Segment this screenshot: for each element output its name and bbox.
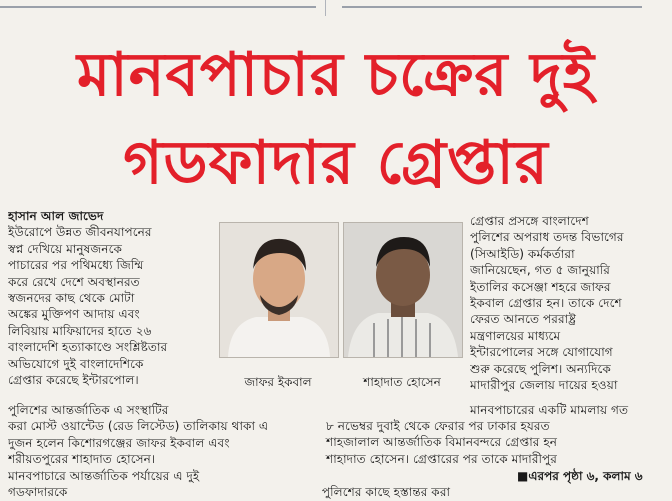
article-right-column (470, 213, 666, 393)
person-photo-icon (344, 223, 462, 357)
text-line: বাংলাদেশি হত্যাকাণ্ডে সংশ্লিষ্টতার (8, 340, 168, 355)
text-line: ৮ নভেম্বর দুবাই থেকে ফেরার পর ঢাকার হযরত (326, 419, 550, 433)
top-column-divider (325, 0, 326, 16)
text-line: স্বজনদের কাছ থেকে মোটা (8, 291, 135, 306)
text-line: লিবিয়ায় মাফিয়াদের হাতে ২৬ (8, 323, 152, 338)
text-line: শাহজালাল আন্তর্জাতিক বিমানবন্দরে গ্রেপ্তার হন (326, 435, 558, 450)
text-line: মাদারীপুর জেলায় দায়ের হওয়া (470, 378, 618, 393)
text-line: জানিয়েছেন, গত ৫ জানুয়ারি (470, 263, 610, 278)
top-rule-strip (0, 0, 672, 18)
article-left-column (8, 208, 208, 388)
text-line: পুলিশের অপরাধ তদন্ত বিভাগের (470, 230, 624, 245)
text-line: ইউরোপে উন্নত জীবনযাপনের (8, 225, 152, 240)
text-line: পুলিশের কাছে হস্তান্তর করা (321, 485, 451, 500)
article-right-column-cont (470, 402, 666, 418)
photo-caption: শাহাদাত হোসেন (363, 375, 441, 389)
text-line: মানবপাচারে আন্তর্জাতিক পর্যায়ের এ দুই গডফাদারকে (8, 469, 200, 500)
text-line: মানবপাচারের একটি মামলায় গত (470, 403, 629, 417)
portrait-photo-shahadat-hossain (343, 222, 463, 358)
top-rule-right (342, 6, 642, 8)
text-line: পুলিশের আন্তর্জাতিক এ সংস্থাটির (8, 403, 169, 417)
text-line: শরীয়তপুরের শাহাদাত হোসেন। (8, 452, 156, 467)
headline-line-2: গডফাদার গ্রেপ্তার (123, 128, 549, 198)
text-line: অঙ্কের মুক্তিপণ আদায় এবং (8, 307, 140, 322)
text-line: ইতালির কসেঞ্জা শহরে জাফর (470, 279, 611, 294)
text-line: পাচারের পর পথিমধ্যে জিম্মি (8, 258, 144, 273)
text-line: শুরু করেছে পুলিশ। অন্যদিকে (470, 361, 611, 376)
text-line: করে রেখে দেশে অবস্থানরত (8, 274, 140, 289)
article-tail-block (8, 468, 513, 501)
headline-line-1: মানবপাচার চক্রের দুই (76, 40, 595, 110)
text-line: গ্রেপ্তার করেছে ইন্টারপোল। (8, 373, 139, 388)
text-line: ইকবাল গ্রেপ্তার হন। তাকে দেশে (470, 296, 622, 311)
text-line: অভিযোগে দুই বাংলাদেশিকে (8, 356, 144, 371)
top-rule-left (0, 6, 316, 8)
text-line: ইন্টারপোলের সঙ্গে যোগাযোগ (470, 345, 613, 360)
text-line: করা মোস্ট ওয়ান্টেড (রেড লিস্টেড) তালিকায় থাকা এ (8, 419, 269, 434)
text-line: ফেরত আনতে পররাষ্ট্র (470, 312, 576, 327)
continuation-note: ■এরপর পৃষ্ঠা ৬, কলাম ৬ (517, 469, 643, 483)
byline: হাসান আল জাভেদ (8, 209, 104, 223)
article-right-wide-lines (326, 418, 666, 467)
person-photo-icon (220, 223, 338, 357)
photo-caption: জাফর ইকবাল (244, 375, 312, 389)
text-line: (সিআইডি) কর্মকর্তারা (470, 246, 575, 261)
article-bottom-block (8, 402, 666, 468)
text-line: মন্ত্রণালয়ের মাধ্যমে (470, 328, 561, 343)
text-line: দুজন হলেন কিশোরগঞ্জের জাফর ইকবাল এবং (8, 435, 230, 450)
text-line: গ্রেপ্তার প্রসঙ্গে বাংলাদেশ (470, 214, 589, 228)
text-line: স্বপ্ন দেখিয়ে মানুষজনকে (8, 241, 122, 256)
portrait-photo-jafar-iqbal (219, 222, 339, 358)
text-line: শাহাদাত হোসেন। গ্রেপ্তারের পর তাকে মাদারীপুর (326, 451, 558, 466)
